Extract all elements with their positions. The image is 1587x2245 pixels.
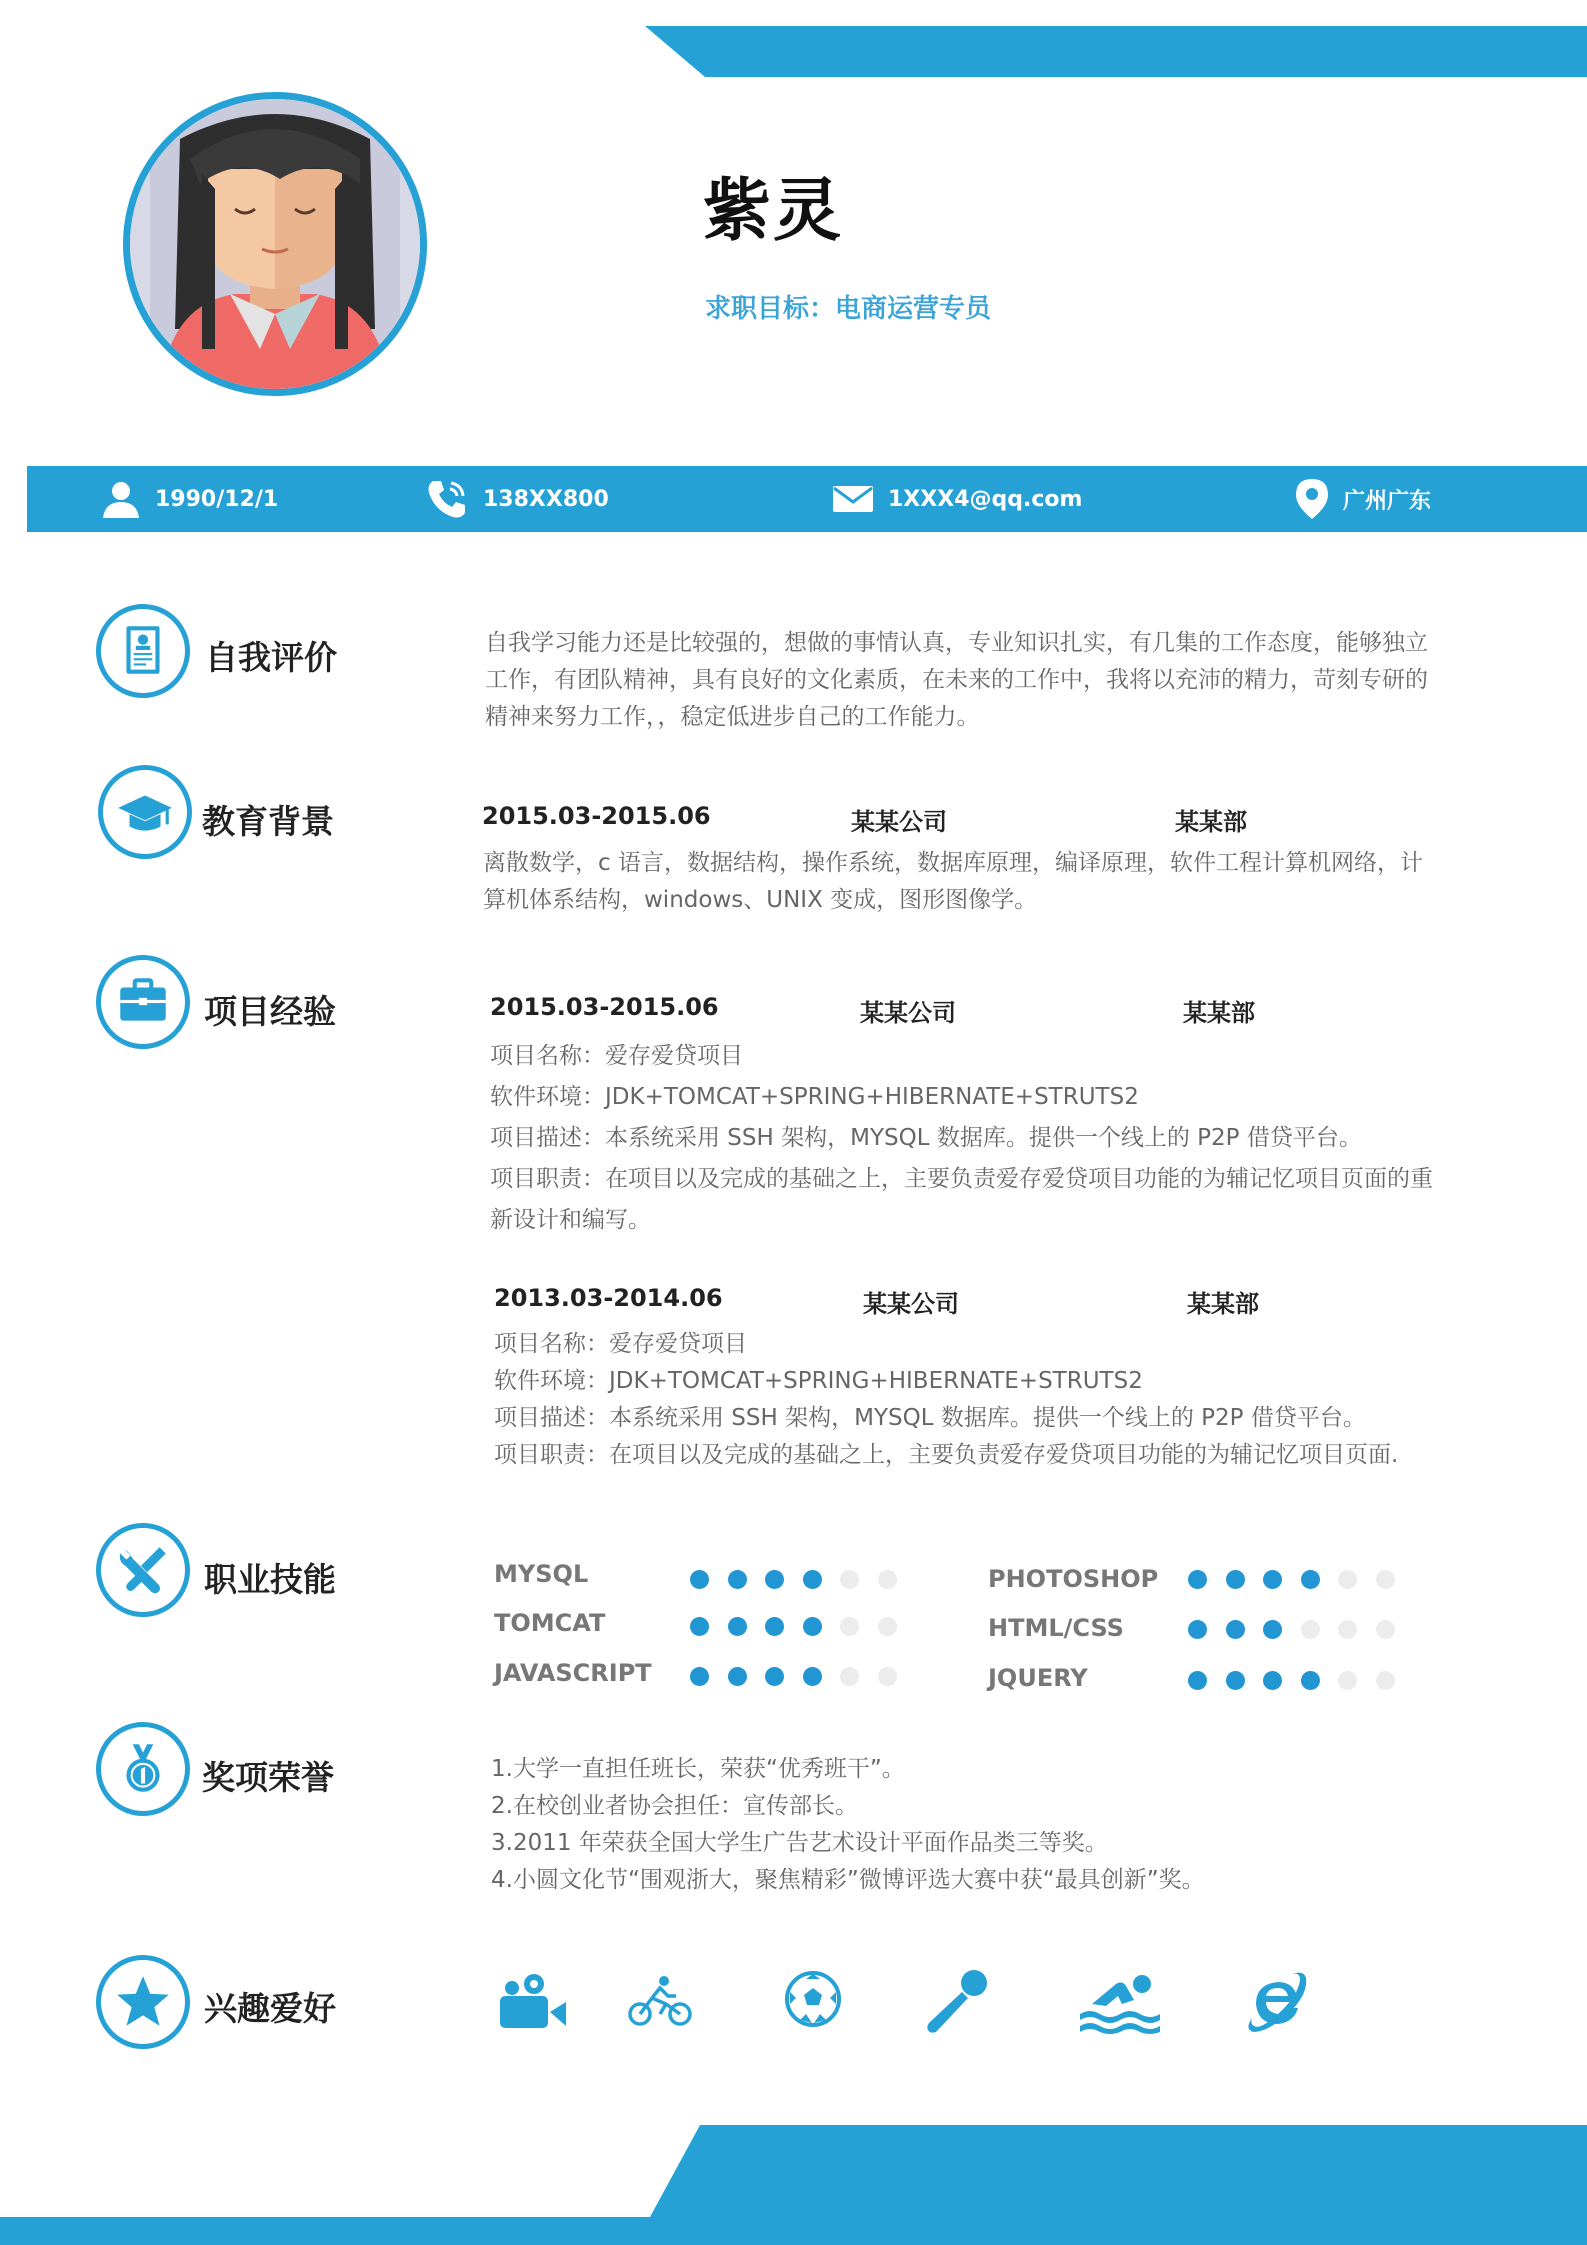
skill-dot-empty xyxy=(878,1570,897,1589)
internet-explorer-icon xyxy=(1244,1968,1310,2034)
phone-number: 138XX800 xyxy=(483,486,609,512)
section-title-education: 教育背景 xyxy=(202,802,334,841)
tools-icon xyxy=(112,1539,174,1601)
location-pin-icon xyxy=(1295,478,1329,520)
birth-date: 1990/12/1 xyxy=(155,486,279,512)
skill-dot-filled xyxy=(728,1570,747,1589)
skill-dot-filled xyxy=(1188,1570,1207,1589)
award-item: 1.大学一直担任班长，荣获“优秀班干”。 xyxy=(491,1756,905,1782)
email-info xyxy=(832,466,1082,532)
section-icon-project xyxy=(96,955,190,1049)
education-line: 算机体系结构，windows、UNIX 变成，图形图像学。 xyxy=(483,887,1038,913)
project-line: 软件环境：JDK+TOMCAT+SPRING+HIBERNATE+STRUTS2 xyxy=(494,1368,1143,1394)
education-courses xyxy=(483,845,1423,919)
top-accent-shape xyxy=(0,0,1587,80)
skill-dot-filled xyxy=(765,1667,784,1686)
section-icon-education xyxy=(98,765,192,859)
skill-name: TOMCAT xyxy=(494,1609,606,1637)
avatar xyxy=(123,92,427,396)
skill-dot-filled xyxy=(1226,1671,1245,1690)
education-company: 某某公司 xyxy=(851,808,947,836)
skill-dot-filled xyxy=(1263,1620,1282,1639)
skill-dot-empty xyxy=(1301,1620,1320,1639)
skill-name: JAVASCRIPT xyxy=(494,1659,652,1687)
project-line: 新设计和编写。 xyxy=(490,1207,651,1233)
section-title-skills: 职业技能 xyxy=(204,1560,336,1599)
skill-dot-empty xyxy=(1376,1671,1395,1690)
star-icon xyxy=(112,1971,174,2033)
skill-dot-empty xyxy=(1338,1620,1357,1639)
skill-dot-filled xyxy=(1263,1570,1282,1589)
video-camera-icon xyxy=(498,1972,568,2030)
medal-icon xyxy=(112,1738,174,1800)
skill-dot-filled xyxy=(728,1667,747,1686)
project-line: 项目名称：爱存爱贷项目 xyxy=(494,1331,747,1357)
skill-dot-filled xyxy=(690,1617,709,1636)
project-1-details xyxy=(490,1036,1433,1241)
project-line: 软件环境：JDK+TOMCAT+SPRING+HIBERNATE+STRUTS2 xyxy=(490,1084,1139,1110)
project-2-company: 某某公司 xyxy=(863,1290,959,1318)
skill-dot-filled xyxy=(1301,1671,1320,1690)
bicycle-icon xyxy=(628,1974,692,2028)
project-line: 项目名称：爱存爱贷项目 xyxy=(490,1043,743,1069)
location-info xyxy=(1295,466,1431,532)
project-line: 项目描述：本系统采用 SSH 架构，MYSQL 数据库。提供一个线上的 P2P 借贷平台。 xyxy=(494,1405,1366,1431)
soccer-ball-icon xyxy=(784,1970,842,2028)
project-line: 项目职责：在项目以及完成的基础之上，主要负责爱存爱贷项目功能的为辅记忆项目页面. xyxy=(494,1442,1399,1468)
section-title-awards: 奖项荣誉 xyxy=(202,1758,334,1797)
microphone-icon xyxy=(924,1968,990,2034)
skill-dot-filled xyxy=(728,1617,747,1636)
resume-document-icon xyxy=(112,620,174,682)
skill-dot-filled xyxy=(1188,1671,1207,1690)
education-dept: 某某部 xyxy=(1175,808,1247,836)
skill-dot-empty xyxy=(1376,1570,1395,1589)
education-line: 离散数学，c 语言，数据结构，操作系统，数据库原理，编译原理，软件工程计算机网络，计 xyxy=(483,850,1423,876)
skill-dot-filled xyxy=(765,1570,784,1589)
section-title-project: 项目经验 xyxy=(204,992,336,1031)
skill-name: JQUERY xyxy=(988,1664,1088,1692)
skill-dot-empty xyxy=(1338,1671,1357,1690)
self-eval-line: 自我学习能力还是比较强的，想做的事情认真，专业知识扎实，有几集的工作态度，能够独立 xyxy=(485,630,1428,656)
skill-dot-empty xyxy=(878,1617,897,1636)
skill-dot-filled xyxy=(765,1617,784,1636)
project-line: 项目职责：在项目以及完成的基础之上，主要负责爱存爱贷项目功能的为辅记忆项目页面的重 xyxy=(490,1166,1433,1192)
skill-dot-empty xyxy=(840,1570,859,1589)
section-icon-hobbies xyxy=(96,1955,190,2049)
section-icon-self xyxy=(96,604,190,698)
skill-dot-empty xyxy=(1376,1620,1395,1639)
section-icon-skills xyxy=(96,1523,190,1617)
skill-name: HTML/CSS xyxy=(988,1614,1124,1642)
bottom-accent-shape xyxy=(0,2120,1587,2245)
self-evaluation-text xyxy=(485,625,1428,736)
envelope-icon xyxy=(832,484,874,514)
skill-dot-filled xyxy=(1301,1570,1320,1589)
skill-dot-filled xyxy=(690,1570,709,1589)
awards-list xyxy=(491,1751,1205,1899)
person-icon xyxy=(101,480,141,518)
job-objective: 求职目标：电商运营专员 xyxy=(705,294,992,324)
skill-dot-filled xyxy=(1226,1570,1245,1589)
skill-dot-filled xyxy=(690,1667,709,1686)
candidate-name: 紫灵 xyxy=(703,172,844,251)
graduation-cap-icon xyxy=(114,781,176,843)
contact-info-bar xyxy=(27,466,1587,532)
phone-icon xyxy=(425,477,469,521)
skill-dot-empty xyxy=(840,1667,859,1686)
skill-dot-filled xyxy=(803,1617,822,1636)
self-eval-line: 精神来努力工作，，稳定低进步自己的工作能力。 xyxy=(485,704,980,730)
self-eval-line: 工作，有团队精神，具有良好的文化素质，在未来的工作中，我将以充沛的精力，苛刻专研的 xyxy=(485,667,1428,693)
swimming-icon xyxy=(1078,1970,1162,2034)
skill-dot-empty xyxy=(840,1617,859,1636)
education-date: 2015.03-2015.06 xyxy=(482,802,711,830)
project-1-dept: 某某部 xyxy=(1183,999,1255,1027)
award-item: 4.小圆文化节“围观浙大，聚焦精彩”微博评选大赛中获“最具创新”奖。 xyxy=(491,1867,1205,1893)
skill-dot-filled xyxy=(1263,1671,1282,1690)
project-1-company: 某某公司 xyxy=(860,999,956,1027)
skill-dot-filled xyxy=(1188,1620,1207,1639)
project-line: 项目描述：本系统采用 SSH 架构，MYSQL 数据库。提供一个线上的 P2P 借贷平台。 xyxy=(490,1125,1362,1151)
location-text: 广州广东 xyxy=(1343,488,1432,514)
skill-name: PHOTOSHOP xyxy=(988,1565,1159,1593)
email-address: 1XXX4@qq.com xyxy=(888,486,1083,512)
award-item: 2.在校创业者协会担任：宣传部长。 xyxy=(491,1793,858,1819)
section-icon-awards xyxy=(96,1722,190,1816)
birth-info xyxy=(101,466,278,532)
skill-name: MYSQL xyxy=(494,1560,589,1588)
skill-dot-filled xyxy=(1226,1620,1245,1639)
project-2-dept: 某某部 xyxy=(1187,1290,1259,1318)
award-item: 3.2011 年荣获全国大学生广告艺术设计平面作品类三等奖。 xyxy=(491,1830,1108,1856)
briefcase-icon xyxy=(112,971,174,1033)
skill-dot-empty xyxy=(878,1667,897,1686)
skill-dot-filled xyxy=(803,1667,822,1686)
skill-dot-filled xyxy=(803,1570,822,1589)
section-title-hobbies: 兴趣爱好 xyxy=(204,1989,336,2028)
section-title-self: 自我评价 xyxy=(205,638,337,677)
skill-dot-empty xyxy=(1338,1570,1357,1589)
project-2-date: 2013.03-2014.06 xyxy=(494,1284,723,1312)
phone-info xyxy=(425,466,609,532)
project-1-date: 2015.03-2015.06 xyxy=(490,993,719,1021)
project-2-details xyxy=(494,1326,1398,1474)
